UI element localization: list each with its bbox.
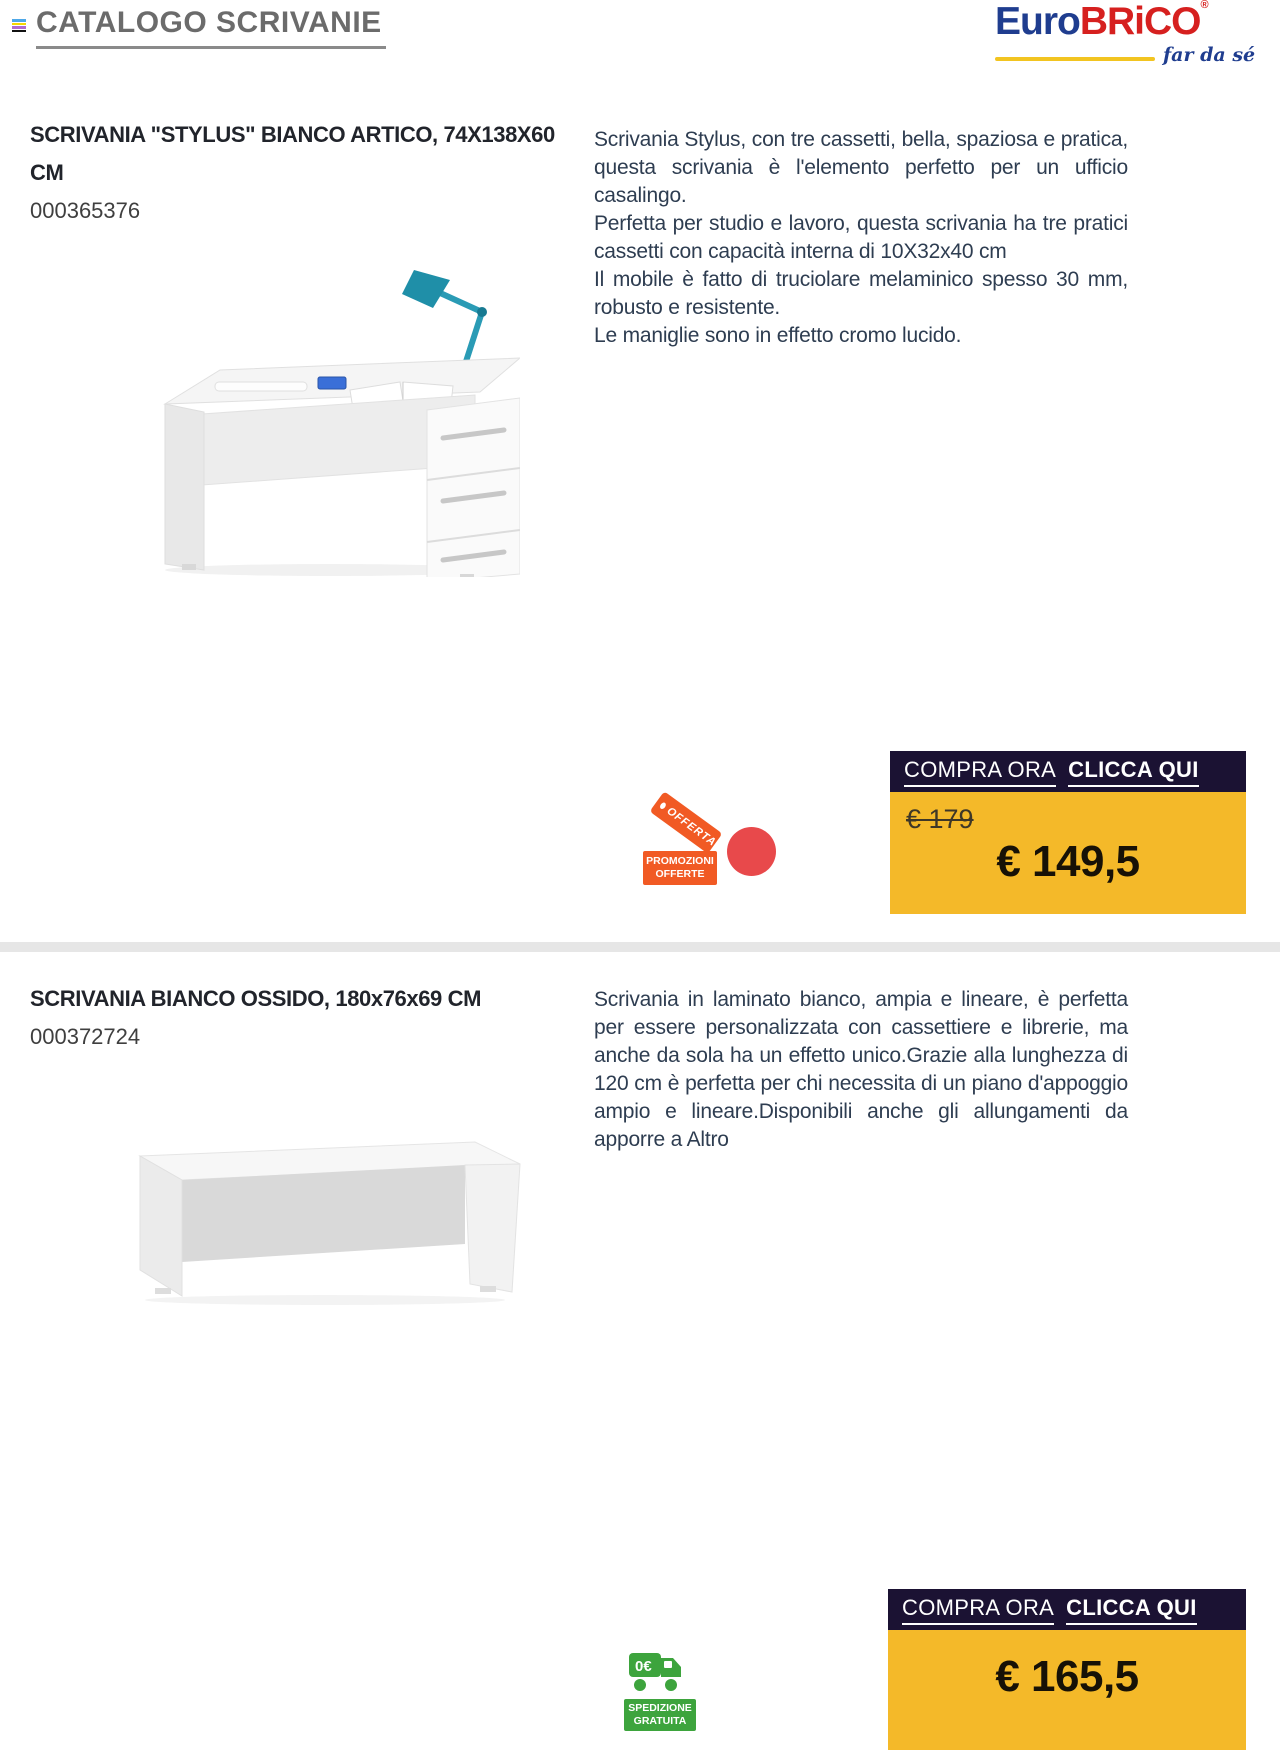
- description-paragraph: Scrivania in laminato bianco, ampia e lineare, è perfetta per essere personalizzata con cassettiere e librerie, ma anche da sola ha un effetto unico.Grazie alla lunghezza di 120 cm è perfetta per chi necessita di un piano d'appoggio ampio e lineare.Disponibili anche gli allungamenti da apporre a Altro: [594, 988, 1128, 1151]
- clicca-qui-link[interactable]: CLICCA QUI: [1066, 1595, 1197, 1625]
- product-2-price-box: [888, 1589, 1246, 1750]
- product-title: SCRIVANIA "STYLUS" BIANCO ARTICO, 74X138X60 CM: [30, 122, 555, 185]
- description-paragraph: Perfetta per studio e lavoro, questa scrivania ha tre pratici cassetti con capacità interna di 10X32x40 cm: [594, 212, 1128, 263]
- product-code: 000365376: [30, 198, 141, 223]
- truck-price-label: 0€: [635, 1658, 652, 1675]
- description-paragraph: Scrivania Stylus, con tre cassetti, bella, spaziosa e pratica, questa scrivania è l'elemento perfetto per un ufficio casalingo.: [594, 128, 1128, 207]
- logo-yellow-underline: [995, 57, 1155, 61]
- free-shipping-truck-icon: [627, 1648, 689, 1701]
- product-1-info: [30, 116, 578, 224]
- compra-ora-link[interactable]: COMPRA ORA: [902, 1595, 1054, 1625]
- logo-tagline: far da sé: [1163, 44, 1256, 66]
- desk-stylus-drawing: [130, 252, 520, 577]
- product-image-desk-ossido: [125, 1128, 525, 1308]
- promozioni-offerte-badge: [643, 851, 717, 885]
- offerta-tag-icon: [650, 791, 723, 854]
- buy-now-bar[interactable]: [888, 1589, 1246, 1630]
- buy-now-bar[interactable]: [890, 751, 1246, 792]
- tag-hole: [659, 801, 667, 810]
- spedizione-gratuita-badge: [624, 1699, 696, 1731]
- registered-mark: ®: [1200, 0, 1209, 11]
- eurobrico-logo: [995, 0, 1256, 66]
- desk-ossido-drawing: [125, 1128, 525, 1308]
- old-price: € 179: [906, 804, 974, 834]
- clicca-qui-link[interactable]: CLICCA QUI: [1068, 757, 1199, 787]
- promozioni-line: PROMOZIONI: [646, 855, 714, 868]
- product-2-info: [30, 980, 578, 1050]
- product-code: 000372724: [30, 1024, 141, 1049]
- print-color-bars-icon: [12, 19, 26, 32]
- logo-brico-text: BRiCO: [1079, 0, 1201, 43]
- product-image-desk-stylus: [130, 252, 520, 577]
- price-area: [888, 1630, 1246, 1750]
- price-area: [890, 792, 1246, 914]
- offerte-line: OFFERTE: [655, 868, 705, 880]
- spedizione-line: SPEDIZIONE: [628, 1702, 692, 1715]
- compra-ora-link[interactable]: COMPRA ORA: [904, 757, 1056, 787]
- description-paragraph: Il mobile è fatto di truciolare melaminico spesso 30 mm, robusto e resistente.: [594, 268, 1128, 319]
- section-divider: [0, 942, 1280, 952]
- product-2-description: [594, 986, 1128, 1154]
- logo-euro-text: Euro: [995, 0, 1080, 43]
- gratuita-line: GRATUITA: [633, 1715, 687, 1727]
- current-price: € 165,5: [995, 1652, 1139, 1701]
- red-promo-dot-icon: [727, 827, 776, 876]
- product-1-description: [594, 126, 1128, 350]
- page-title: CATALOGO SCRIVANIE: [36, 6, 386, 49]
- current-price: € 149,5: [996, 837, 1140, 886]
- product-1-price-box: [890, 751, 1246, 914]
- product-title: SCRIVANIA BIANCO OSSIDO, 180x76x69 CM: [30, 986, 482, 1011]
- offerta-label: OFFERTA: [664, 804, 719, 849]
- description-paragraph: Le maniglie sono in effetto cromo lucido.: [594, 324, 962, 347]
